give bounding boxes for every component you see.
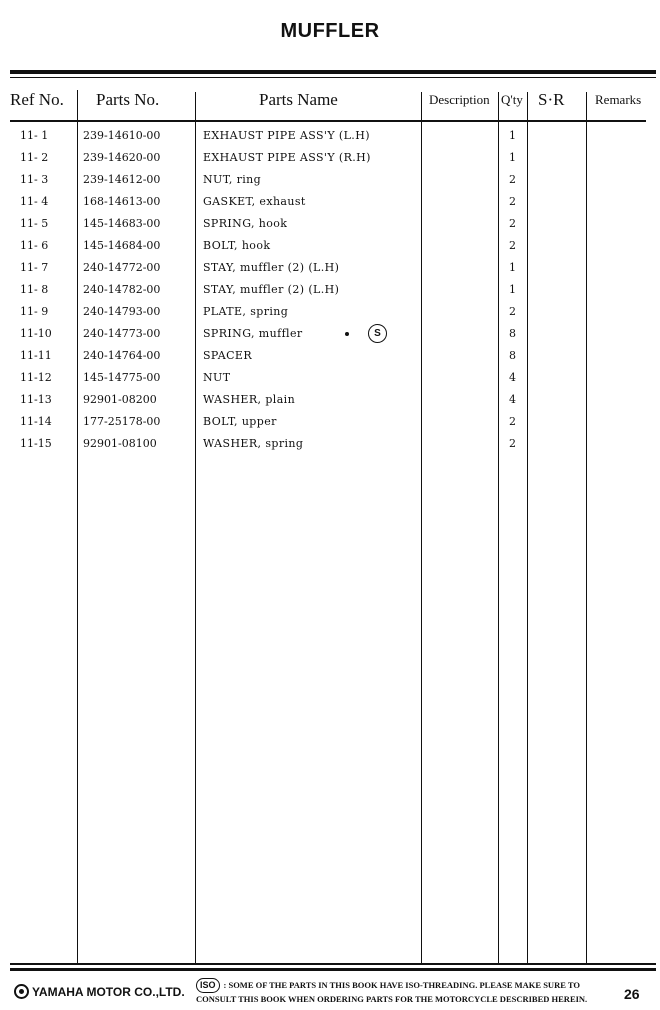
qty-cell: 2 bbox=[509, 415, 516, 428]
top-rule-thin bbox=[10, 77, 656, 78]
header-sr: S·R bbox=[538, 90, 565, 109]
qty-cell: 8 bbox=[509, 327, 516, 340]
qty-cell: 1 bbox=[509, 129, 516, 142]
top-rule-thick bbox=[10, 70, 656, 74]
header-rule bbox=[10, 120, 646, 122]
parts-name-cell: EXHAUST PIPE ASS'Y (L.H) bbox=[203, 129, 370, 142]
bullet-mark bbox=[345, 332, 349, 336]
header-qty: Q'ty bbox=[501, 92, 523, 107]
parts-no-cell: 92901-08100 bbox=[83, 437, 157, 450]
parts-name-cell: SPRING, hook bbox=[203, 217, 288, 230]
qty-cell: 2 bbox=[509, 437, 516, 450]
table-row bbox=[0, 324, 660, 346]
qty-cell: 1 bbox=[509, 151, 516, 164]
header-ref-no: Ref No. bbox=[10, 90, 64, 109]
parts-name-cell: SPACER bbox=[203, 349, 252, 362]
company-name: YAMAHA MOTOR CO.,LTD. bbox=[32, 984, 185, 999]
ref-no-cell: 11- 1 bbox=[20, 129, 49, 142]
bottom-rule-thin bbox=[10, 963, 656, 965]
header-remarks: Remarks bbox=[595, 92, 642, 107]
iso-badge-icon: ISO bbox=[196, 978, 220, 993]
parts-no-cell: 177-25178-00 bbox=[83, 415, 161, 428]
ref-no-cell: 11-11 bbox=[20, 349, 52, 362]
header-parts-no: Parts No. bbox=[96, 90, 160, 109]
table-row bbox=[0, 368, 660, 390]
qty-cell: 2 bbox=[509, 173, 516, 186]
parts-name-cell: NUT, ring bbox=[203, 173, 262, 186]
qty-cell: 1 bbox=[509, 283, 516, 296]
parts-no-cell: 168-14613-00 bbox=[83, 195, 161, 208]
parts-name-cell: PLATE, spring bbox=[203, 305, 289, 318]
parts-no-cell: 240-14764-00 bbox=[83, 349, 161, 362]
table-row bbox=[0, 148, 660, 170]
page-number: 26 bbox=[624, 986, 640, 1002]
parts-no-cell: 145-14775-00 bbox=[83, 371, 161, 384]
qty-cell: 2 bbox=[509, 217, 516, 230]
header-parts-name: Parts Name bbox=[259, 90, 338, 109]
ref-no-cell: 11-14 bbox=[20, 415, 52, 428]
parts-name-cell: STAY, muffler (2) (L.H) bbox=[203, 261, 340, 274]
table-row bbox=[0, 302, 660, 324]
parts-no-cell: 240-14782-00 bbox=[83, 283, 161, 296]
parts-table bbox=[0, 126, 660, 456]
parts-name-cell: STAY, muffler (2) (L.H) bbox=[203, 283, 340, 296]
table-row bbox=[0, 412, 660, 434]
parts-name-cell: WASHER, plain bbox=[203, 393, 296, 406]
qty-cell: 1 bbox=[509, 261, 516, 274]
table-row bbox=[0, 236, 660, 258]
table-row bbox=[0, 280, 660, 302]
page-title: MUFFLER bbox=[280, 20, 380, 42]
ref-no-cell: 11-10 bbox=[20, 327, 52, 340]
parts-no-cell: 239-14620-00 bbox=[83, 151, 161, 164]
table-row bbox=[0, 434, 660, 456]
ref-no-cell: 11- 4 bbox=[20, 195, 49, 208]
parts-name-cell: BOLT, hook bbox=[203, 239, 271, 252]
parts-no-cell: 240-14793-00 bbox=[83, 305, 161, 318]
iso-thread-mark-icon: S bbox=[368, 324, 387, 343]
ref-no-cell: 11-13 bbox=[20, 393, 52, 406]
company-logo bbox=[14, 984, 185, 999]
parts-no-cell: 145-14684-00 bbox=[83, 239, 161, 252]
table-row bbox=[0, 346, 660, 368]
table-row bbox=[0, 170, 660, 192]
header-description: Description bbox=[429, 92, 490, 107]
parts-no-cell: 239-14612-00 bbox=[83, 173, 161, 186]
ref-no-cell: 11-15 bbox=[20, 437, 52, 450]
qty-cell: 2 bbox=[509, 305, 516, 318]
table-row bbox=[0, 390, 660, 412]
footer-note-line1: : SOME OF THE PARTS IN THIS BOOK HAVE ISO-THREADING. PLEASE MAKE SURE TO bbox=[223, 980, 580, 990]
ref-no-cell: 11-12 bbox=[20, 371, 52, 384]
parts-no-cell: 240-14772-00 bbox=[83, 261, 161, 274]
table-row bbox=[0, 214, 660, 236]
parts-name-cell: EXHAUST PIPE ASS'Y (R.H) bbox=[203, 151, 371, 164]
parts-name-cell: WASHER, spring bbox=[203, 437, 304, 450]
ref-no-cell: 11- 5 bbox=[20, 217, 49, 230]
ref-no-cell: 11- 9 bbox=[20, 305, 49, 318]
table-row bbox=[0, 126, 660, 148]
parts-name-cell: GASKET, exhaust bbox=[203, 195, 306, 208]
ref-no-cell: 11- 6 bbox=[20, 239, 49, 252]
footer-note bbox=[196, 978, 616, 1006]
parts-no-cell: 92901-08200 bbox=[83, 393, 157, 406]
parts-no-cell: 240-14773-00 bbox=[83, 327, 161, 340]
parts-name-cell: BOLT, upper bbox=[203, 415, 277, 428]
ref-no-cell: 11- 3 bbox=[20, 173, 49, 186]
ref-no-cell: 11- 7 bbox=[20, 261, 49, 274]
qty-cell: 2 bbox=[509, 195, 516, 208]
parts-name-cell: SPRING, muffler bbox=[203, 327, 303, 340]
ref-no-cell: 11- 8 bbox=[20, 283, 49, 296]
parts-no-cell: 239-14610-00 bbox=[83, 129, 161, 142]
qty-cell: 2 bbox=[509, 239, 516, 252]
qty-cell: 4 bbox=[509, 371, 516, 384]
footer-note-line2: CONSULT THIS BOOK WHEN ORDERING PARTS FOR THE MOTORCYCLE DESCRIBED HEREIN. bbox=[196, 994, 588, 1004]
table-row bbox=[0, 192, 660, 214]
table-row bbox=[0, 258, 660, 280]
parts-name-cell: NUT bbox=[203, 371, 231, 384]
qty-cell: 8 bbox=[509, 349, 516, 362]
qty-cell: 4 bbox=[509, 393, 516, 406]
parts-no-cell: 145-14683-00 bbox=[83, 217, 161, 230]
ref-no-cell: 11- 2 bbox=[20, 151, 49, 164]
yamaha-emblem-icon bbox=[14, 984, 29, 999]
bottom-rule-thick bbox=[10, 968, 656, 971]
